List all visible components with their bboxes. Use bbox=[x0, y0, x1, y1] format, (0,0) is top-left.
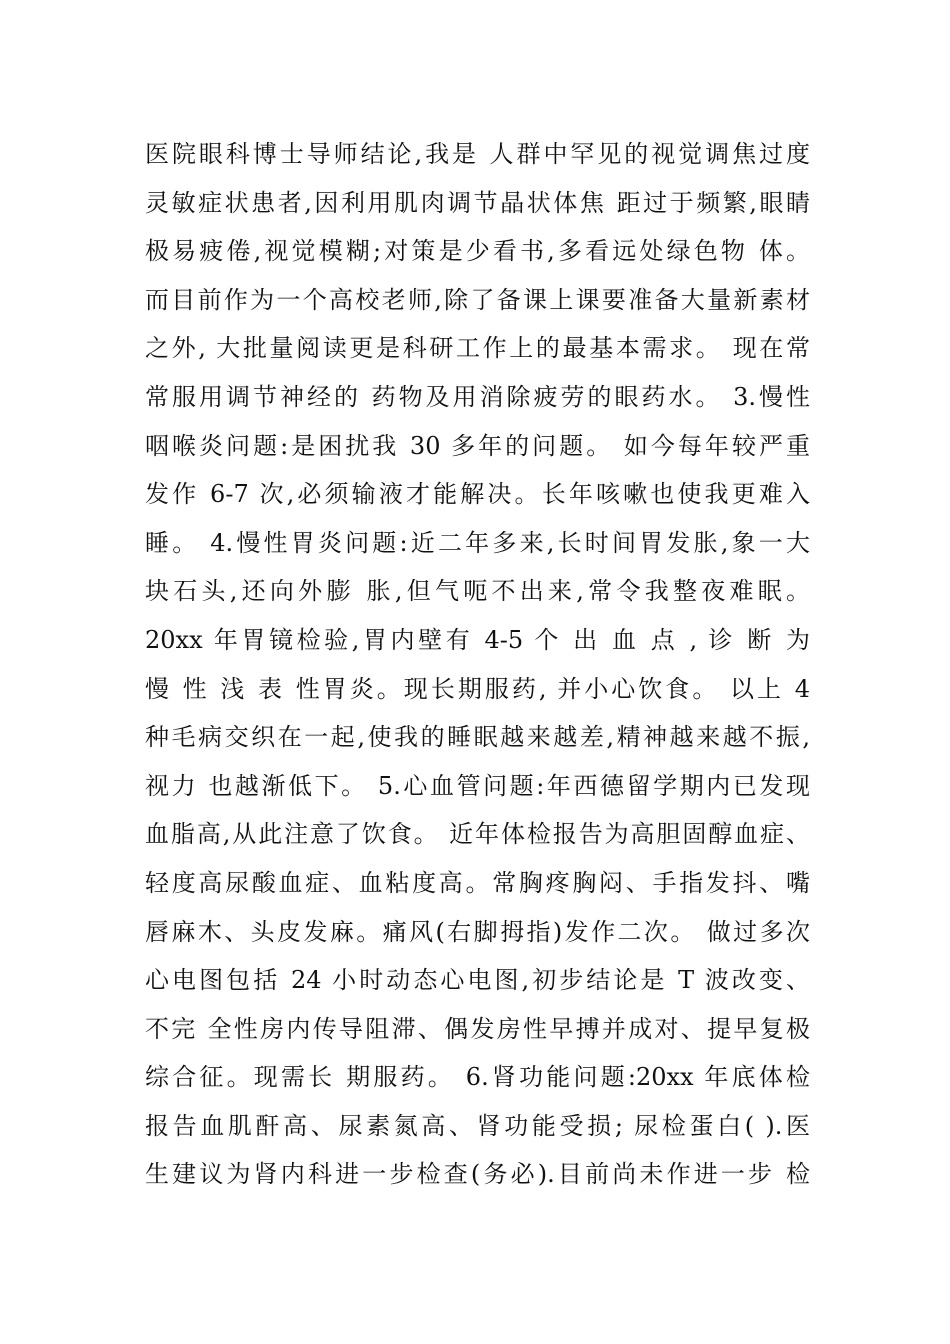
text-line: 种毛病交织在一起,使我的睡眠越来越差,精神越来越不振, bbox=[145, 723, 810, 752]
text-line: 唇麻木、头皮发麻。痛风(右脚拇指)发作二次。 做过多次 bbox=[145, 917, 810, 946]
text-line: 轻度高尿酸血症、血粘度高。常胸疼胸闷、手指发抖、嘴 bbox=[145, 868, 810, 897]
text-line: 块石头,还向外膨 胀,但气呃不出来,常令我整夜难眠。 bbox=[145, 577, 810, 606]
text-line: 常服用调节神经的 药物及用消除疲劳的眼药水。 3.慢性 bbox=[145, 382, 810, 411]
body-text bbox=[145, 130, 810, 1199]
text-line: 血脂高,从此注意了饮食。 近年体检报告为高胆固醇血症、 bbox=[145, 820, 810, 849]
text-line: 咽喉炎问题:是困扰我 30 多年的问题。 如今每年较严重 bbox=[145, 431, 810, 460]
text-line: 睡。 4.慢性胃炎问题:近二年多来,长时间胃发胀,象一大 bbox=[145, 528, 810, 557]
text-line: 发作 6-7 次,必须输液才能解决。长年咳嗽也使我更难入 bbox=[145, 480, 810, 509]
text-line: 医院眼科博士导师结论,我是 人群中罕见的视觉调焦过度 bbox=[145, 140, 810, 168]
text-line: 综合征。现需长 期服药。 6.肾功能问题:20xx 年底体检 bbox=[145, 1063, 810, 1092]
text-line: 生建议为肾内科进一步检查(务必).目前尚未作进一步 检 bbox=[145, 1160, 810, 1189]
text-line: 而目前作为一个高校老师,除了备课上课要准备大量新素材 bbox=[145, 285, 810, 314]
text-line: 慢 性 浅 表 性胃炎。现长期服药, 并小心饮食。 以上 4 bbox=[145, 674, 810, 703]
text-line: 20xx 年胃镜检验,胃内壁有 4-5 个 出 血 点 , 诊 断 为 bbox=[145, 625, 810, 654]
text-line: 之外, 大批量阅读更是科研工作上的最基本需求。 现在常 bbox=[145, 334, 810, 363]
text-line: 不完 全性房内传导阻滞、偶发房性早搏并成对、提早复极 bbox=[145, 1014, 810, 1043]
text-line: 灵敏症状患者,因利用肌肉调节晶状体焦 距过于频繁,眼睛 bbox=[145, 188, 810, 217]
text-line: 视力 也越渐低下。 5.心血管问题:年西德留学期内已发现 bbox=[145, 771, 810, 800]
text-line: 极易疲倦,视觉模糊;对策是少看书,多看远处绿色物 体。 bbox=[145, 237, 810, 266]
text-line: 报告血肌酐高、尿素氮高、肾功能受损; 尿检蛋白( ).医 bbox=[145, 1111, 810, 1140]
text-line: 心电图包括 24 小时动态心电图,初步结论是 T 波改变、 bbox=[145, 966, 810, 995]
